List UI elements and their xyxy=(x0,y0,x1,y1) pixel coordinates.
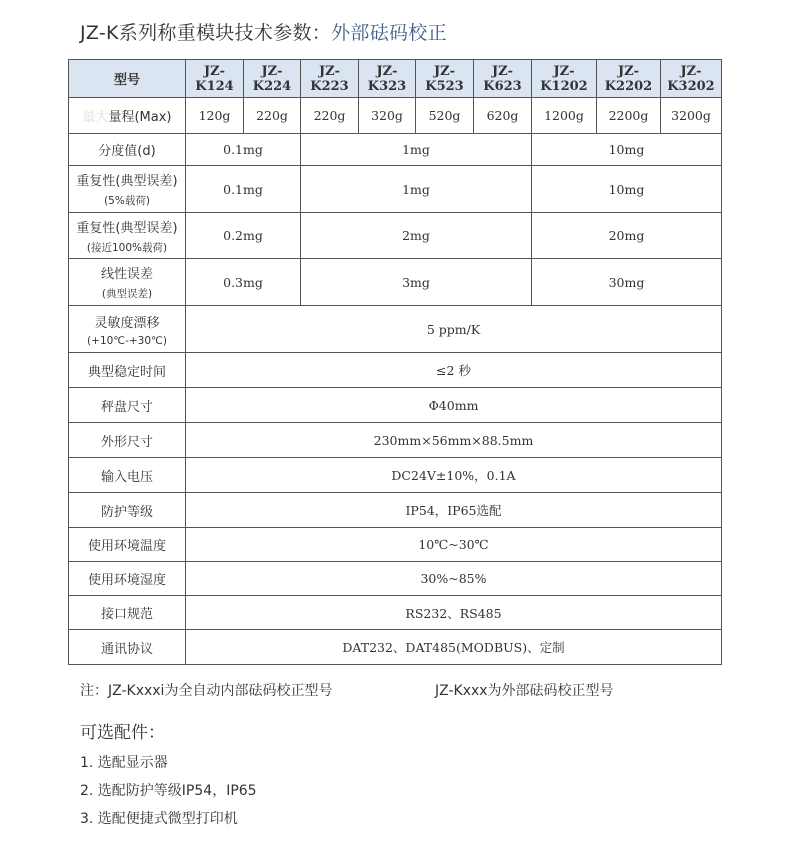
model-cell: JZ-K124 xyxy=(186,60,244,98)
capacity-cell: 3200g xyxy=(661,98,722,134)
humidity-row xyxy=(69,562,722,596)
model-cell: JZ-K224 xyxy=(244,60,301,98)
capacity-cell: 320g xyxy=(359,98,416,134)
stabilization-label: 典型稳定时间 xyxy=(69,353,186,388)
capacity-cell: 520g xyxy=(416,98,474,134)
dimensions-label: 外形尺寸 xyxy=(69,423,186,458)
capacity-cell: 620g xyxy=(474,98,532,134)
readability-label: 分度值(d) xyxy=(69,134,186,166)
repeat5-cell: 0.1mg xyxy=(186,166,301,213)
voltage-value: DC24V±10%，0.1A xyxy=(186,458,722,493)
repeat100-cell: 20mg xyxy=(532,213,722,259)
linearity-row xyxy=(69,259,722,306)
voltage-row xyxy=(69,458,722,493)
model-header: 型号 xyxy=(69,60,186,98)
stabilization-row xyxy=(69,353,722,388)
readability-cell: 0.1mg xyxy=(186,134,301,166)
sensitivity-value: 5 ppm/K xyxy=(186,306,722,353)
protection-value: IP54，IP65选配 xyxy=(186,493,722,528)
accessory-item: 2. 选配防护等级IP54，IP65 xyxy=(80,783,257,799)
header-row xyxy=(69,60,722,98)
capacity-cell: 220g xyxy=(244,98,301,134)
spec-table xyxy=(68,59,722,665)
title-prefix: JZ-K系列称重模块技术参数： xyxy=(80,22,332,44)
linearity-cell: 3mg xyxy=(301,259,532,306)
interface-value: RS232、RS485 xyxy=(186,596,722,630)
accessories-title: 可选配件： xyxy=(80,723,165,743)
readability-cell: 1mg xyxy=(301,134,532,166)
repeat5-cell: 10mg xyxy=(532,166,722,213)
pan-label: 秤盘尺寸 xyxy=(69,388,186,423)
repeat5-cell: 1mg xyxy=(301,166,532,213)
protection-row xyxy=(69,493,722,528)
repeat100-row xyxy=(69,213,722,259)
temperature-label: 使用环境温度 xyxy=(69,528,186,562)
model-cell: JZ-K1202 xyxy=(532,60,597,98)
model-cell: JZ-K2202 xyxy=(597,60,661,98)
page-title xyxy=(80,18,447,45)
model-cell: JZ-K523 xyxy=(416,60,474,98)
dimensions-value: 230mm×56mm×88.5mm xyxy=(186,423,722,458)
dimensions-row xyxy=(69,423,722,458)
interface-label: 接口规范 xyxy=(69,596,186,630)
linearity-label: 线性误差 (典型误差) xyxy=(69,259,186,306)
model-cell: JZ-K3202 xyxy=(661,60,722,98)
capacity-cell: 120g xyxy=(186,98,244,134)
readability-row xyxy=(69,134,722,166)
protocol-value: DAT232、DAT485(MODBUS)、定制 xyxy=(186,630,722,665)
model-cell: JZ-K323 xyxy=(359,60,416,98)
protocol-row xyxy=(69,630,722,665)
pan-value: Φ40mm xyxy=(186,388,722,423)
model-cell: JZ-K223 xyxy=(301,60,359,98)
repeat100-cell: 0.2mg xyxy=(186,213,301,259)
capacity-row xyxy=(69,98,722,134)
voltage-label: 输入电压 xyxy=(69,458,186,493)
note-external: JZ-Kxxx为外部砝码校正型号 xyxy=(435,683,614,699)
sensitivity-label: 灵敏度漂移 (+10℃-+30℃) xyxy=(69,306,186,353)
sensitivity-row xyxy=(69,306,722,353)
note-internal: 注：JZ-Kxxxi为全自动内部砝码校正型号 xyxy=(80,683,333,699)
linearity-cell: 0.3mg xyxy=(186,259,301,306)
capacity-cell: 1200g xyxy=(532,98,597,134)
stabilization-value: ≤2 秒 xyxy=(186,353,722,388)
model-cell: JZ-K623 xyxy=(474,60,532,98)
title-highlight: 外部砝码校正 xyxy=(331,22,447,44)
temperature-value: 10℃~30℃ xyxy=(186,528,722,562)
capacity-label: 最大量程(Max) xyxy=(69,98,186,134)
linearity-cell: 30mg xyxy=(532,259,722,306)
interface-row xyxy=(69,596,722,630)
repeat5-label: 重复性(典型误差) (5%载荷) xyxy=(69,166,186,213)
temperature-row xyxy=(69,528,722,562)
pan-row xyxy=(69,388,722,423)
protocol-label: 通讯协议 xyxy=(69,630,186,665)
repeat5-row xyxy=(69,166,722,213)
humidity-label: 使用环境湿度 xyxy=(69,562,186,596)
repeat100-cell: 2mg xyxy=(301,213,532,259)
readability-cell: 10mg xyxy=(532,134,722,166)
accessory-item: 1. 选配显示器 xyxy=(80,755,168,771)
accessory-item: 3. 选配便捷式微型打印机 xyxy=(80,811,238,827)
protection-label: 防护等级 xyxy=(69,493,186,528)
repeat100-label: 重复性(典型误差) (接近100%载荷) xyxy=(69,213,186,259)
capacity-cell: 220g xyxy=(301,98,359,134)
humidity-value: 30%~85% xyxy=(186,562,722,596)
capacity-cell: 2200g xyxy=(597,98,661,134)
